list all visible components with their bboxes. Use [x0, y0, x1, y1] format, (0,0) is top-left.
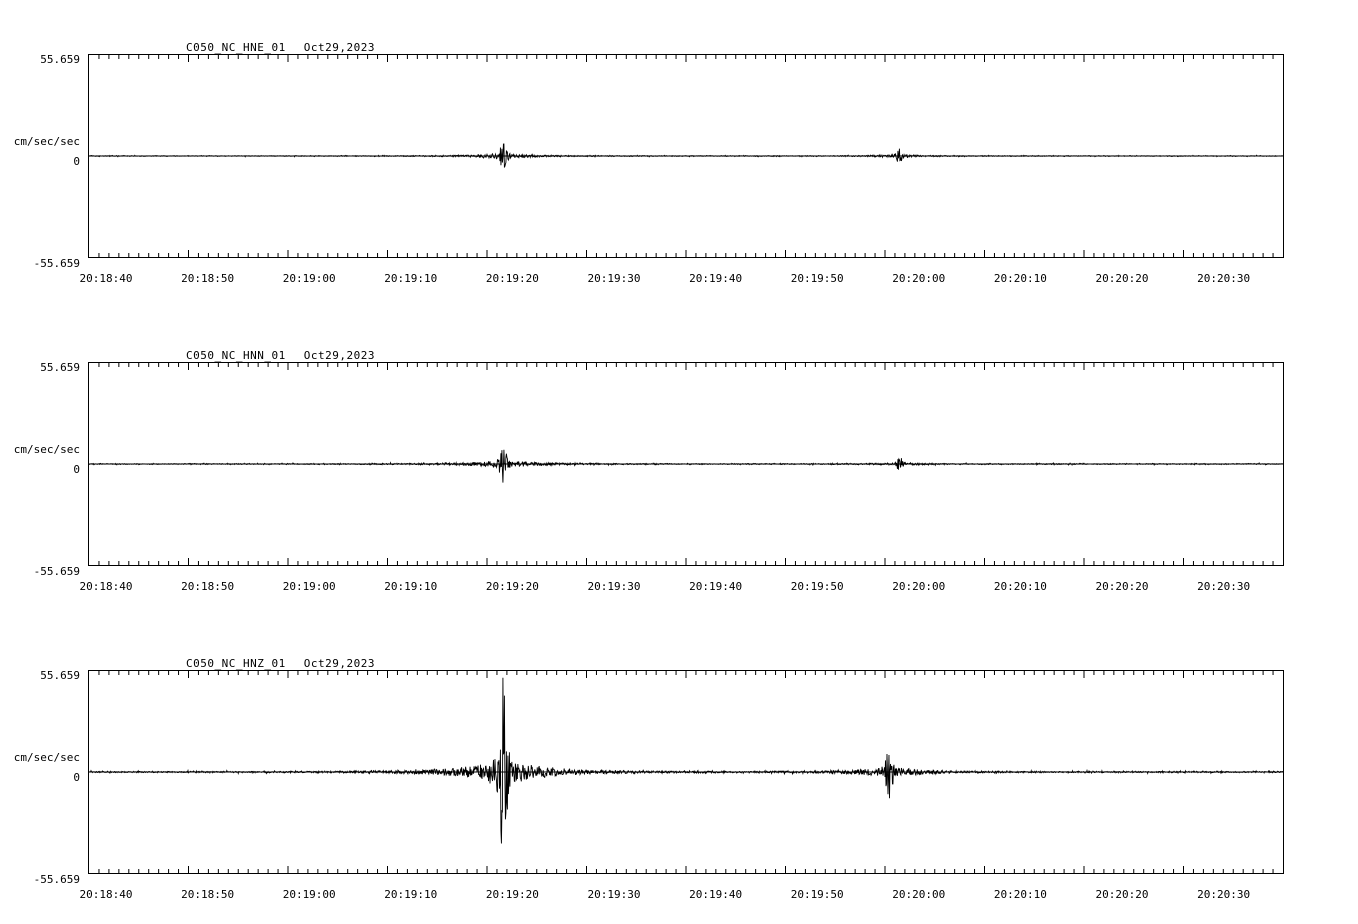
x-axis-tick-label: 20:19:40: [689, 580, 743, 593]
x-axis-tick-label: 20:18:40: [79, 580, 133, 593]
x-axis-tick-label: 20:19:00: [282, 888, 336, 901]
x-axis-tick-label: 20:20:00: [892, 272, 946, 285]
seismogram-panel-hnn: [0, 318, 1358, 608]
y-axis-zero-label: 0: [73, 771, 80, 784]
x-axis-tick-label: 20:20:00: [892, 888, 946, 901]
x-axis-tick-label: 20:20:00: [892, 580, 946, 593]
x-axis-tick-label: 20:19:50: [790, 888, 844, 901]
y-axis-max-label: 55.659: [40, 361, 80, 374]
x-axis-tick-label: 20:20:10: [993, 580, 1047, 593]
trace-station-label: C050_NC_HNZ_01: [186, 657, 286, 670]
trace-station-label: C050_NC_HNE_01: [186, 41, 286, 54]
x-axis-hne: [79, 262, 1284, 288]
x-axis-tick-label: 20:19:50: [790, 580, 844, 593]
y-axis-min-label: -55.659: [33, 257, 80, 270]
x-axis-tick-label: 20:19:40: [689, 888, 743, 901]
plot-area-hnz: [88, 670, 1284, 874]
x-axis-tick-label: 20:19:30: [587, 580, 641, 593]
trace-date-label: Oct29,2023: [303, 349, 375, 362]
x-axis-tick-label: 20:19:40: [689, 272, 743, 285]
x-axis-tick-label: 20:19:10: [384, 272, 438, 285]
trace-station-label: C050_NC_HNN_01: [186, 349, 286, 362]
y-axis-zero-label: 0: [73, 155, 80, 168]
x-axis-tick-label: 20:20:20: [1095, 272, 1149, 285]
x-axis-tick-label: 20:19:30: [587, 272, 641, 285]
x-axis-tick-label: 20:18:50: [181, 580, 235, 593]
y-axis-zero-label: 0: [73, 463, 80, 476]
plot-area-hne: [88, 54, 1284, 258]
x-axis-tick-label: 20:19:30: [587, 888, 641, 901]
x-axis-tick-label: 20:20:10: [993, 888, 1047, 901]
x-axis-tick-label: 20:19:50: [790, 272, 844, 285]
x-axis-tick-label: 20:19:10: [384, 888, 438, 901]
seismogram-panel-hne: [0, 10, 1358, 300]
x-axis-tick-label: 20:19:20: [485, 580, 539, 593]
waveform-hnz: [89, 671, 1283, 873]
x-axis-tick-label: 20:20:30: [1197, 888, 1251, 901]
plot-area-hnn: [88, 362, 1284, 566]
x-axis-tick-label: 20:19:00: [282, 272, 336, 285]
x-axis-tick-label: 20:19:20: [485, 888, 539, 901]
x-axis-hnz: [79, 878, 1284, 904]
y-axis-min-label: -55.659: [33, 565, 80, 578]
x-axis-tick-label: 20:19:20: [485, 272, 539, 285]
x-axis-tick-label: 20:20:30: [1197, 272, 1251, 285]
x-axis-tick-label: 20:20:20: [1095, 580, 1149, 593]
x-axis-tick-label: 20:20:10: [993, 272, 1047, 285]
x-axis-hnn: [79, 570, 1284, 596]
x-axis-tick-label: 20:18:50: [181, 888, 235, 901]
x-axis-tick-label: 20:18:40: [79, 272, 133, 285]
x-axis-tick-label: 20:18:50: [181, 272, 235, 285]
x-axis-tick-label: 20:18:40: [79, 888, 133, 901]
trace-date-label: Oct29,2023: [303, 41, 375, 54]
x-axis-tick-label: 20:19:10: [384, 580, 438, 593]
trace-title-hnn: [186, 349, 375, 362]
waveform-hnn: [89, 363, 1283, 565]
x-axis-tick-label: 20:20:20: [1095, 888, 1149, 901]
y-axis-max-label: 55.659: [40, 53, 80, 66]
trace-title-hnz: [186, 657, 375, 670]
y-axis-unit-label: cm/sec/sec: [13, 751, 80, 764]
x-axis-tick-label: 20:19:00: [282, 580, 336, 593]
y-axis-unit-label: cm/sec/sec: [13, 443, 80, 456]
y-axis-max-label: 55.659: [40, 669, 80, 682]
trace-title-hne: [186, 41, 375, 54]
waveform-hne: [89, 55, 1283, 257]
x-axis-tick-label: 20:20:30: [1197, 580, 1251, 593]
y-axis-min-label: -55.659: [33, 873, 80, 886]
trace-date-label: Oct29,2023: [303, 657, 375, 670]
seismogram-panel-hnz: [0, 626, 1358, 916]
y-axis-unit-label: cm/sec/sec: [13, 135, 80, 148]
